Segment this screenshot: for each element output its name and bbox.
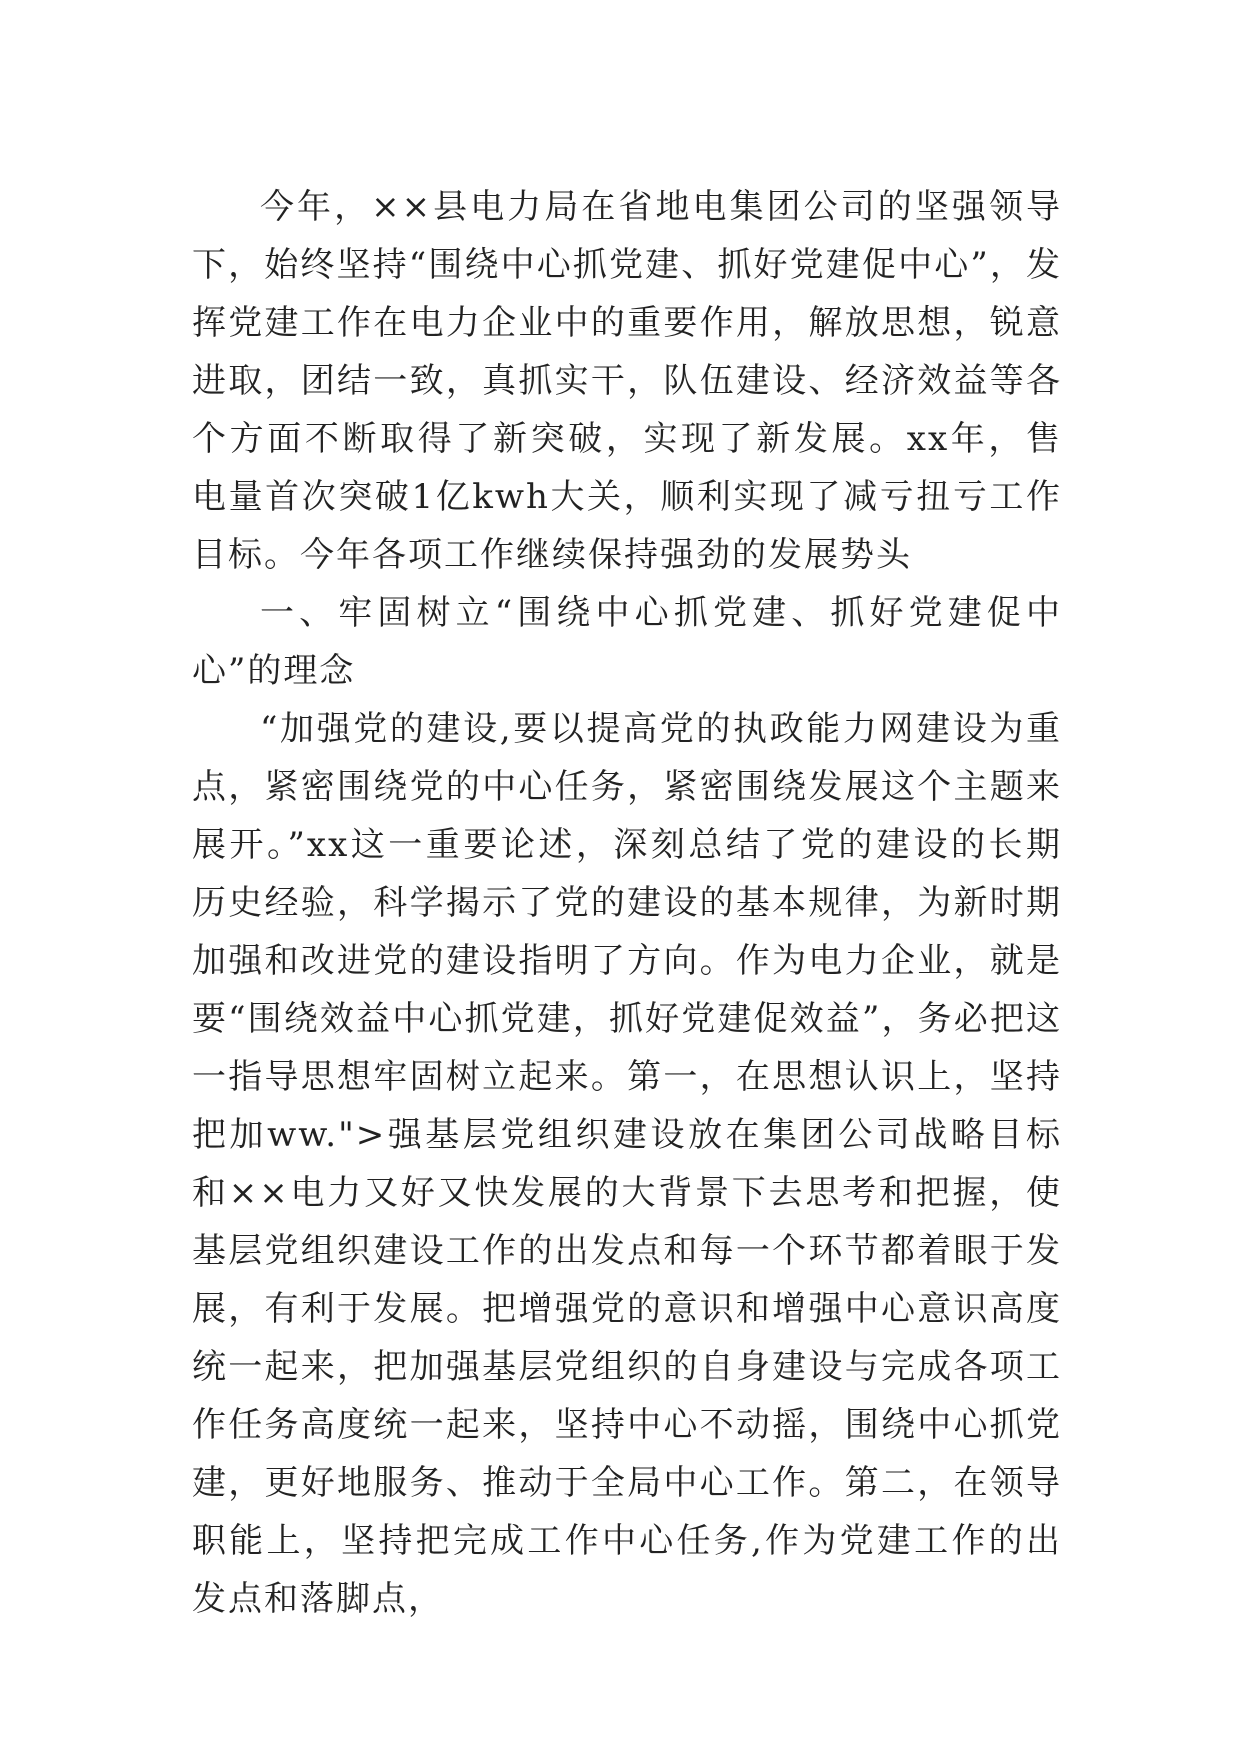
document-body	[192, 178, 1062, 1628]
section-heading-1: 一、牢固树立“围绕中心抓党建、抓好党建促中心”的理念	[192, 593, 1062, 691]
paragraph-intro: 今年，××县电力局在省地电集团公司的坚强领导下，始终坚持“围绕中心抓党建、抓好党建促中心”，发挥党建工作在电力企业中的重要作用，解放思想，锐意进取，团结一致，真抓实干，队伍建设、经济效益等各个方面不断取得了新突破，实现了新发展。xx年，售电量首次突破1亿kwh大关，顺利实现了减亏扭亏工作目标。今年各项工作继续保持强劲的发展势头	[192, 187, 1062, 575]
paragraph-section-1: “加强党的建设,要以提高党的执政能力网建设为重点，紧密围绕党的中心任务，紧密围绕发展这个主题来展开。”xx这一重要论述，深刻总结了党的建设的长期历史经验，科学揭示了党的建设的基本规律，为新时期加强和改进党的建设指明了方向。作为电力企业，就是要“围绕效益中心抓党建，抓好党建促效益”，务必把这一指导思想牢固树立起来。第一，在思想认识上，坚持把加ww.">强基层党组织建设放在集团公司战略目标和××电力又好又快发展的大背景下去思考和把握，使基层党组织建设工作的出发点和每一个环节都着眼于发展，有利于发展。把增强党的意识和增强中心意识高度统一起来，把加强基层党组织的自身建设与完成各项工作任务高度统一起来，坚持中心不动摇，围绕中心抓党建，更好地服务、推动于全局中心工作。第二，在领导职能上，坚持把完成工作中心任务,作为党建工作的出发点和落脚点，	[192, 709, 1062, 1619]
